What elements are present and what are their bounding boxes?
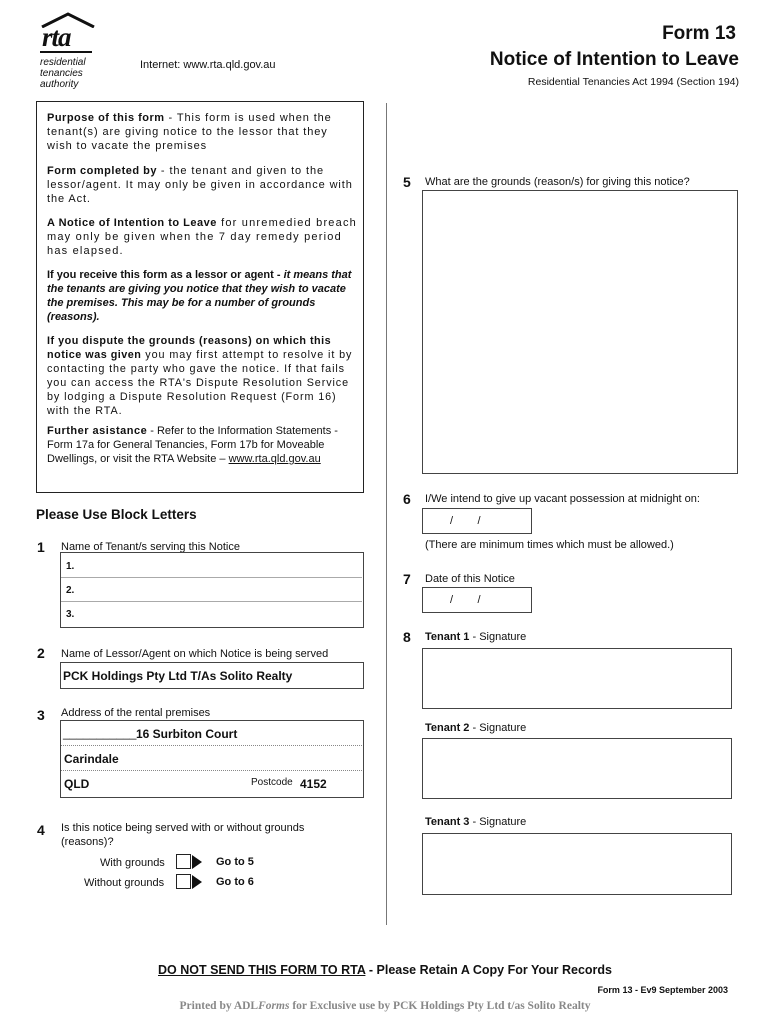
q2-label: Name of Lessor/Agent on which Notice is being served [61,648,329,660]
rta-website-link[interactable]: www.rta.qld.gov.au [228,453,321,465]
without-grounds-checkbox[interactable] [176,874,191,889]
q5-number: 5 [403,174,411,190]
postcode-label: Postcode [251,777,293,788]
printed-by-line: Printed by ADLForms for Exclusive use by PCK Holdings Pty Ltd t/as Solito Realty [179,1000,591,1012]
q3-number: 3 [37,707,45,723]
go-to-5: Go to 5 [216,856,254,868]
tenant-2-signature-field[interactable] [422,738,732,799]
q4-label-2: (reasons)? [61,836,114,848]
tenant-3-signature-label: Tenant 3 - Signature [425,816,527,828]
dispute-paragraph: If you dispute the grounds (reasons) on which this notice was given you may first attempt to resolve it by contacting the party who gave the notice. If that fails you can access the RTA's Dispute Resolution Service by lodging a Dispute Resolution Request (Form 16) with the RTA. [47,335,353,417]
q6-number: 6 [403,491,411,507]
lessor-agent-paragraph: If you receive this form as a lessor or agent - it means that the tenants are giving you notice that they wish to vacate the premises. This may be for a number of grounds (reasons). [47,269,352,323]
without-grounds-label: Without grounds [84,877,165,889]
internet-address: Internet: www.rta.qld.gov.au [140,59,276,71]
lessor-agent-value: PCK Holdings Pty Ltd T/As Solito Realty [63,669,293,683]
q7-number: 7 [403,571,411,587]
block-letters-heading: Please Use Block Letters [36,507,197,522]
q5-label: What are the grounds (reason/s) for giving this notice? [425,176,690,188]
retain-copy-warning: DO NOT SEND THIS FORM TO RTA - Please Retain A Copy For Your Records [158,963,612,977]
arrow-right-icon [192,875,202,889]
row-divider [61,745,362,746]
form-title: Notice of Intention to Leave [489,49,739,70]
notice-date-value: / / [450,594,481,606]
q7-label: Date of this Notice [425,573,515,585]
further-assistance-paragraph: Further asistance - Refer to the Information Statements - Form 17a for General Tenancies, Form 17b for Moveable Dwellings, or visit the RTA Website – www.rta.qld.gov.au [47,425,338,465]
q8-number: 8 [403,629,411,645]
purpose-paragraph: Purpose of this form - This form is used when the tenant(s) are giving notice to the lessor that they wish to vacate the premises [47,112,332,152]
with-grounds-checkbox[interactable] [176,854,191,869]
tenant-2-signature-label: Tenant 2 - Signature [425,722,527,734]
form-number: Form 13 [662,23,736,44]
tenant-1-signature-label: Tenant 1 - Signature [425,631,527,643]
q2-number: 2 [37,645,45,661]
minimum-times-note: (There are minimum times which must be allowed.) [425,539,674,551]
street-value: 16 Surbiton Court [136,727,238,741]
act-reference: Residential Tenancies Act 1994 (Section 194) [527,76,739,88]
rta-logo: rta [42,22,71,52]
vacate-date-value: / / [450,515,481,527]
tenant-row-2: 2. [66,585,75,596]
tenant-row-1: 1. [66,561,75,572]
q6-label: I/We intend to give up vacant possession at midnight on: [425,493,700,505]
tenant-names-field[interactable] [60,552,364,628]
q4-number: 4 [37,822,45,838]
unremedied-breach-paragraph: A Notice of Intention to Leave for unremedied breach may only be given when the 7 day remedy period has elapsed. [47,217,357,257]
grounds-field[interactable] [422,190,738,474]
row-divider [61,577,362,578]
unit-blank: ___________ [63,726,137,740]
column-divider [386,103,387,925]
q1-number: 1 [37,539,45,555]
form-version: Form 13 - Ev9 September 2003 [597,985,728,995]
tenant-row-3: 3. [66,609,75,620]
tenant-3-signature-field[interactable] [422,833,732,895]
q4-label-1: Is this notice being served with or without grounds [61,822,305,834]
state-value: QLD [64,777,90,791]
logo-subtitle: residential tenancies authority [40,57,86,90]
row-divider [61,770,362,771]
logo-underline [40,51,92,53]
go-to-6: Go to 6 [216,876,254,888]
tenant-1-signature-field[interactable] [422,648,732,709]
arrow-right-icon [192,855,202,869]
postcode-value: 4152 [300,777,327,791]
q1-label: Name of Tenant/s serving this Notice [61,541,240,553]
with-grounds-label: With grounds [100,857,165,869]
suburb-value: Carindale [64,752,119,766]
completed-by-paragraph: Form completed by - the tenant and given to the lessor/agent. It may only be given in accordance with the Act. [47,165,353,205]
row-divider [61,601,362,602]
q3-label: Address of the rental premises [61,707,211,719]
